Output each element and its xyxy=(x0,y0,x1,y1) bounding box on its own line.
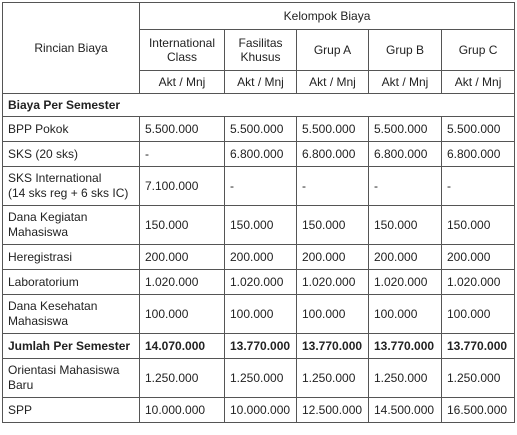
row-value: 1.250.000 xyxy=(297,359,369,398)
row-value: 5.500.000 xyxy=(442,117,515,142)
row-value: 150.000 xyxy=(442,206,515,245)
row-value: 6.800.000 xyxy=(369,142,442,167)
row-value: 7.100.000 xyxy=(140,167,225,206)
row-value: 1.020.000 xyxy=(442,270,515,295)
header-kelompok-biaya: Kelompok Biaya xyxy=(140,3,515,30)
table-row xyxy=(3,270,515,295)
table-row xyxy=(3,117,515,142)
row-value: - xyxy=(369,167,442,206)
row-value: 6.800.000 xyxy=(297,142,369,167)
header-sub-4: Akt / Mnj xyxy=(442,71,515,94)
row-value: - xyxy=(225,167,297,206)
row-value: 14.500.000 xyxy=(369,398,442,423)
row-value: 1.020.000 xyxy=(369,270,442,295)
row-value: 13.770.000 xyxy=(369,334,442,359)
row-value: 13.770.000 xyxy=(442,334,515,359)
table-row xyxy=(3,167,515,206)
row-value: 6.800.000 xyxy=(442,142,515,167)
row-value: 13.770.000 xyxy=(297,334,369,359)
header-group-1: Fasilitas Khusus xyxy=(225,30,297,71)
row-value: 10.000.000 xyxy=(225,398,297,423)
row-value: 1.250.000 xyxy=(442,359,515,398)
header-group-0: International Class xyxy=(140,30,225,71)
row-value: 150.000 xyxy=(297,206,369,245)
section-title: Biaya Per Semester xyxy=(3,94,515,117)
section-row xyxy=(3,94,515,117)
table-row xyxy=(3,398,515,423)
row-value: 10.000.000 xyxy=(140,398,225,423)
row-label: Dana Kesehatan Mahasiswa xyxy=(3,295,140,334)
header-sub-1: Akt / Mnj xyxy=(225,71,297,94)
row-label: SPP xyxy=(3,398,140,423)
row-value: 6.800.000 xyxy=(225,142,297,167)
row-value: 200.000 xyxy=(140,245,225,270)
row-value: - xyxy=(297,167,369,206)
row-value: 1.020.000 xyxy=(297,270,369,295)
table-row xyxy=(3,359,515,398)
row-label: Dana Kegiatan Mahasiswa xyxy=(3,206,140,245)
row-value: 100.000 xyxy=(369,295,442,334)
row-value: 200.000 xyxy=(369,245,442,270)
row-value: 1.250.000 xyxy=(225,359,297,398)
row-value: 16.500.000 xyxy=(442,398,515,423)
row-value: 1.020.000 xyxy=(140,270,225,295)
header-row-top xyxy=(3,3,515,30)
row-value: 5.500.000 xyxy=(369,117,442,142)
header-group-4: Grup C xyxy=(442,30,515,71)
row-value: 12.500.000 xyxy=(297,398,369,423)
row-label: SKS International (14 sks reg + 6 sks IC) xyxy=(3,167,140,206)
row-value: 5.500.000 xyxy=(225,117,297,142)
row-value: 1.020.000 xyxy=(225,270,297,295)
row-value: 1.250.000 xyxy=(140,359,225,398)
table-body xyxy=(3,94,515,423)
table-row xyxy=(3,206,515,245)
cost-table xyxy=(2,2,515,423)
row-value: 5.500.000 xyxy=(140,117,225,142)
row-value: 100.000 xyxy=(225,295,297,334)
row-label: SKS (20 sks) xyxy=(3,142,140,167)
table-row xyxy=(3,245,515,270)
header-group-2: Grup A xyxy=(297,30,369,71)
row-value: 14.070.000 xyxy=(140,334,225,359)
header-sub-2: Akt / Mnj xyxy=(297,71,369,94)
header-rincian-biaya: Rincian Biaya xyxy=(3,3,140,94)
row-value: 150.000 xyxy=(225,206,297,245)
row-value: 13.770.000 xyxy=(225,334,297,359)
header-sub-3: Akt / Mnj xyxy=(369,71,442,94)
row-value: 5.500.000 xyxy=(297,117,369,142)
row-value: 150.000 xyxy=(140,206,225,245)
row-value: 100.000 xyxy=(442,295,515,334)
row-value: 200.000 xyxy=(225,245,297,270)
row-label: Orientasi Mahasiswa Baru xyxy=(3,359,140,398)
row-label: Jumlah Per Semester xyxy=(3,334,140,359)
table-row xyxy=(3,295,515,334)
row-value: 150.000 xyxy=(369,206,442,245)
row-value: 100.000 xyxy=(140,295,225,334)
row-value: 100.000 xyxy=(297,295,369,334)
header-group-3: Grup B xyxy=(369,30,442,71)
row-value: 200.000 xyxy=(297,245,369,270)
row-value: - xyxy=(140,142,225,167)
row-value: - xyxy=(442,167,515,206)
table-row xyxy=(3,142,515,167)
row-label: Heregistrasi xyxy=(3,245,140,270)
row-value: 1.250.000 xyxy=(369,359,442,398)
row-label: BPP Pokok xyxy=(3,117,140,142)
header-sub-0: Akt / Mnj xyxy=(140,71,225,94)
row-value: 200.000 xyxy=(442,245,515,270)
table-row xyxy=(3,334,515,359)
row-label: Laboratorium xyxy=(3,270,140,295)
